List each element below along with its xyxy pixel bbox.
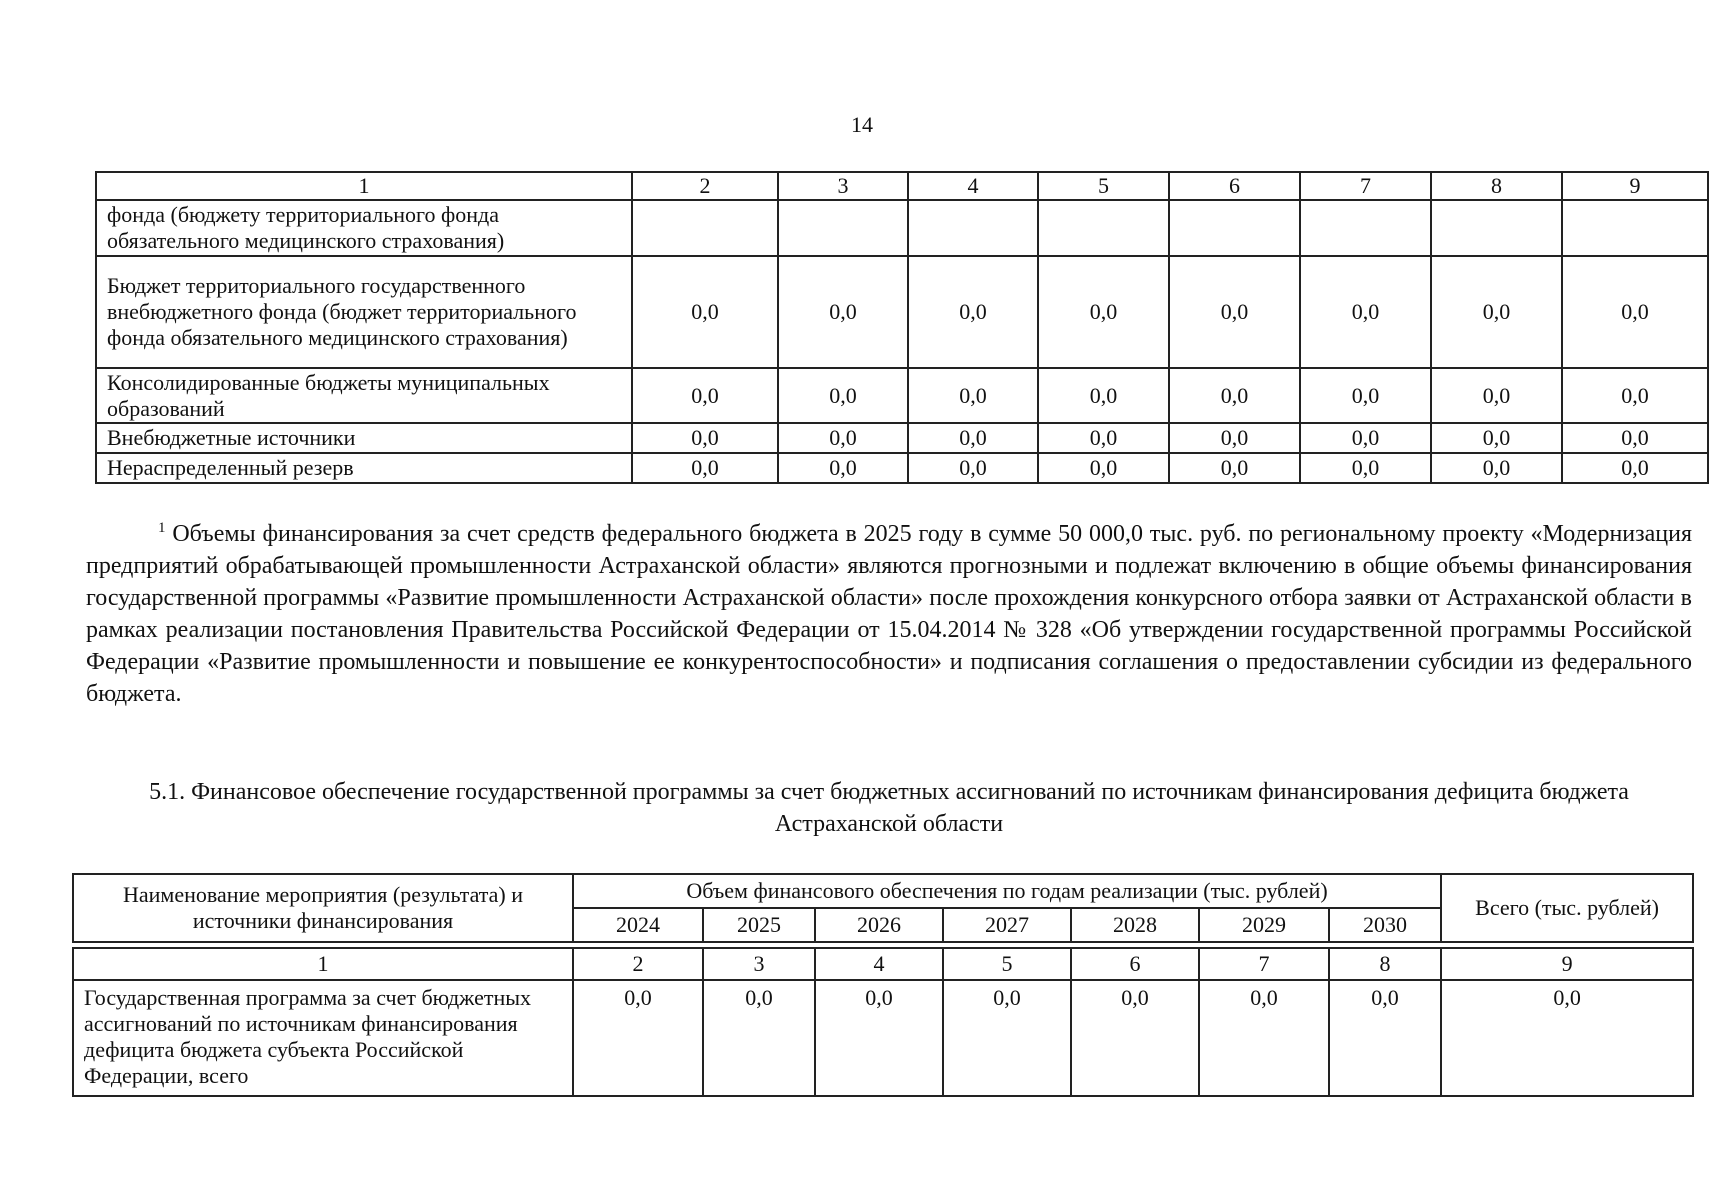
cell-value: 0,0 bbox=[778, 423, 908, 453]
column-number: 6 bbox=[1169, 172, 1300, 200]
cell-value bbox=[1300, 200, 1431, 256]
cell-value: 0,0 bbox=[1169, 256, 1300, 368]
year-header: 2030 bbox=[1329, 908, 1441, 942]
header-volume: Объем финансового обеспечения по годам реализации (тыс. рублей) bbox=[573, 874, 1441, 908]
table-header-row bbox=[73, 874, 1693, 908]
cell-value: 0,0 bbox=[1199, 980, 1329, 1096]
table-row bbox=[96, 200, 1708, 256]
cell-value bbox=[1562, 200, 1708, 256]
cell-value: 0,0 bbox=[703, 980, 815, 1096]
column-number: 3 bbox=[703, 948, 815, 980]
table-row bbox=[96, 423, 1708, 453]
table-row bbox=[96, 256, 1708, 368]
year-header: 2025 bbox=[703, 908, 815, 942]
column-number: 9 bbox=[1562, 172, 1708, 200]
cell-value: 0,0 bbox=[1562, 453, 1708, 483]
row-name: Нераспределенный резерв bbox=[96, 453, 632, 483]
cell-value: 0,0 bbox=[908, 423, 1038, 453]
column-number: 1 bbox=[96, 172, 632, 200]
column-number: 7 bbox=[1199, 948, 1329, 980]
cell-value: 0,0 bbox=[908, 256, 1038, 368]
table-row bbox=[73, 980, 1693, 1096]
column-number: 8 bbox=[1329, 948, 1441, 980]
cell-value: 0,0 bbox=[1038, 368, 1169, 423]
column-number: 3 bbox=[778, 172, 908, 200]
table-header-row bbox=[96, 172, 1708, 200]
cell-value: 0,0 bbox=[1300, 256, 1431, 368]
column-number: 2 bbox=[573, 948, 703, 980]
year-header: 2027 bbox=[943, 908, 1071, 942]
cell-value: 0,0 bbox=[943, 980, 1071, 1096]
year-header: 2028 bbox=[1071, 908, 1199, 942]
cell-value: 0,0 bbox=[1038, 256, 1169, 368]
column-number: 7 bbox=[1300, 172, 1431, 200]
cell-value: 0,0 bbox=[815, 980, 943, 1096]
row-name: Государственная программа за счет бюджетных ассигнований по источникам финансирования дефицита бюджета субъекта Российской Федерации, всего bbox=[73, 980, 573, 1096]
header-total: Всего (тыс. рублей) bbox=[1441, 874, 1693, 942]
column-number: 4 bbox=[908, 172, 1038, 200]
cell-value: 0,0 bbox=[778, 453, 908, 483]
footnote-text: Объемы финансирования за счет средств федерального бюджета в 2025 году в сумме 50 000,0 тыс. руб. по региональному проекту «Модернизация предприятий обрабатывающей промышленности Астраханской области» являются прогнозными и подлежат включению в общие объемы финансирования государственной программы «Развитие промышленности Астраханской области» после прохождения конкурсного отбора заявки от Астраханской области в рамках реализации постановления Правительства Российской Федерации от 15.04.2014 № 328 «Об утверждении государственной программы Российской Федерации «Развитие промышленности и повышение ее конкурентоспособности» и подписания соглашения о предоставлении субсидии из федерального бюджета. bbox=[86, 521, 1693, 707]
cell-value: 0,0 bbox=[1300, 368, 1431, 423]
cell-value: 0,0 bbox=[1562, 368, 1708, 423]
cell-value: 0,0 bbox=[908, 453, 1038, 483]
cell-value: 0,0 bbox=[778, 256, 908, 368]
column-number: 5 bbox=[943, 948, 1071, 980]
header-name: Наименование мероприятия (результата) и источники финансирования bbox=[73, 874, 573, 942]
cell-value: 0,0 bbox=[778, 368, 908, 423]
cell-value bbox=[632, 200, 778, 256]
page-number: 14 bbox=[851, 112, 873, 137]
column-number: 4 bbox=[815, 948, 943, 980]
cell-value: 0,0 bbox=[573, 980, 703, 1096]
cell-value: 0,0 bbox=[632, 256, 778, 368]
column-number: 2 bbox=[632, 172, 778, 200]
cell-value: 0,0 bbox=[1038, 453, 1169, 483]
cell-value: 0,0 bbox=[1431, 453, 1562, 483]
year-header: 2029 bbox=[1199, 908, 1329, 942]
cell-value bbox=[1038, 200, 1169, 256]
cell-value: 0,0 bbox=[632, 453, 778, 483]
footnote-marker: 1 bbox=[158, 520, 166, 536]
row-total: 0,0 bbox=[1441, 980, 1693, 1096]
column-number: 8 bbox=[1431, 172, 1562, 200]
column-number: 9 bbox=[1441, 948, 1693, 980]
cell-value: 0,0 bbox=[1071, 980, 1199, 1096]
cell-value: 0,0 bbox=[1300, 453, 1431, 483]
section-title: 5.1. Финансовое обеспечение государственной программы за счет бюджетных ассигнований по источникам финансирования дефицита бюджета Астраханской области bbox=[149, 779, 1629, 837]
cell-value bbox=[908, 200, 1038, 256]
year-header: 2024 bbox=[573, 908, 703, 942]
cell-value: 0,0 bbox=[1300, 423, 1431, 453]
table-row bbox=[96, 453, 1708, 483]
cell-value: 0,0 bbox=[632, 423, 778, 453]
deficit-financing-table bbox=[72, 873, 1694, 1097]
cell-value: 0,0 bbox=[1038, 423, 1169, 453]
row-name: Бюджет территориального государственного внебюджетного фонда (бюджет территориального фонда обязательного медицинского страхования) bbox=[96, 256, 632, 368]
cell-value bbox=[1169, 200, 1300, 256]
cell-value: 0,0 bbox=[1169, 423, 1300, 453]
footnote bbox=[86, 512, 1692, 710]
row-name: фонда (бюджету территориального фонда обязательного медицинского страхования) bbox=[96, 200, 632, 256]
cell-value: 0,0 bbox=[1562, 423, 1708, 453]
row-name: Консолидированные бюджеты муниципальных образований bbox=[96, 368, 632, 423]
column-number-row bbox=[73, 948, 1693, 980]
cell-value: 0,0 bbox=[1169, 453, 1300, 483]
cell-value: 0,0 bbox=[1169, 368, 1300, 423]
cell-value: 0,0 bbox=[1431, 423, 1562, 453]
cell-value: 0,0 bbox=[1562, 256, 1708, 368]
column-number: 5 bbox=[1038, 172, 1169, 200]
table-row bbox=[96, 368, 1708, 423]
cell-value: 0,0 bbox=[632, 368, 778, 423]
column-number: 1 bbox=[73, 948, 573, 980]
cell-value bbox=[1431, 200, 1562, 256]
cell-value: 0,0 bbox=[1431, 368, 1562, 423]
cell-value: 0,0 bbox=[1431, 256, 1562, 368]
cell-value bbox=[778, 200, 908, 256]
year-header: 2026 bbox=[815, 908, 943, 942]
funding-sources-table bbox=[95, 171, 1709, 484]
column-number: 6 bbox=[1071, 948, 1199, 980]
row-name: Внебюджетные источники bbox=[96, 423, 632, 453]
cell-value: 0,0 bbox=[908, 368, 1038, 423]
cell-value: 0,0 bbox=[1329, 980, 1441, 1096]
